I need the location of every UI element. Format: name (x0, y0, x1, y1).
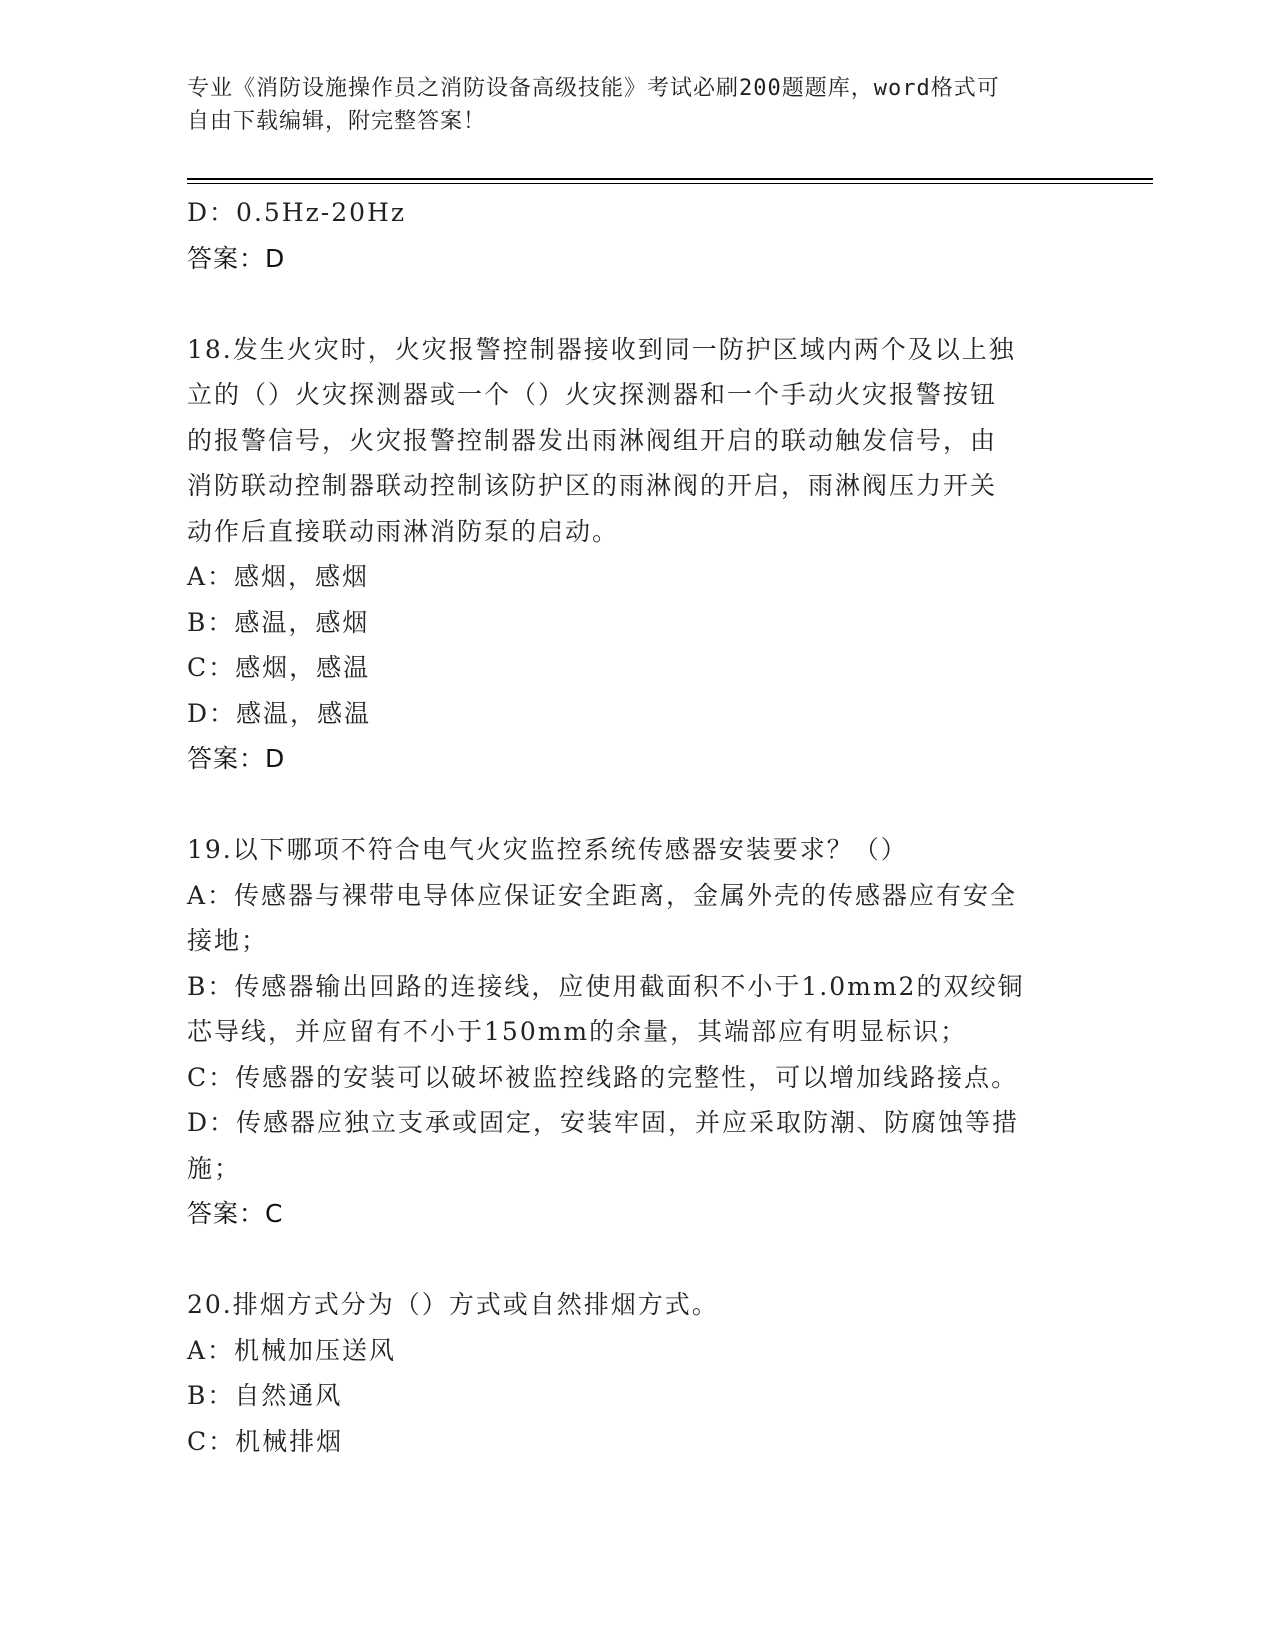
q18-option-d: D：感温，感温 (187, 698, 372, 728)
q19-option-c: C：传感器的安装可以破坏被监控线路的完整性，可以增加线路接点。 (187, 1062, 1019, 1092)
q18-stem-line: 动作后直接联动雨淋消防泵的启动。 (187, 516, 620, 546)
q19-option-d-line: 施； (187, 1153, 242, 1183)
header-divider-thick (187, 178, 1153, 180)
q18-stem-line: 立的（）火灾探测器或一个（）火灾探测器和一个手动火灾报警按钮 (187, 380, 998, 409)
question-18 (187, 327, 1087, 782)
question-content (187, 190, 1087, 1464)
page-header (187, 72, 1067, 138)
q18-option-b: B：感温，感烟 (187, 607, 370, 637)
question-19 (187, 827, 1087, 1237)
q20-stem: 20.排烟方式分为（）方式或自然排烟方式。 (187, 1290, 719, 1319)
q18-option-a: A：感烟，感烟 (187, 562, 370, 591)
q17-option-d: D：0.5Hz-20Hz (187, 198, 407, 227)
q20-option-a: A：机械加压送风 (187, 1335, 397, 1365)
spacer (187, 782, 1087, 828)
q19-option-a-line: A：传感器与裸带电导体应保证安全距离，金属外壳的传感器应有安全 (187, 880, 1018, 910)
header-line-1: 专业《消防设施操作员之消防设备高级技能》考试必刷200题题库，word格式可 (187, 76, 1000, 101)
q19-option-b-line: 芯导线，并应留有不小于150mm的余量，其端部应有明显标识； (187, 1017, 968, 1046)
q17-answer: 答案：D (187, 243, 286, 273)
q20-option-c: C：机械排烟 (187, 1426, 344, 1456)
q18-answer: 答案：D (187, 744, 286, 773)
question-20 (187, 1282, 1087, 1464)
q18-stem-line: 18.发生火灾时，火灾报警控制器接收到同一防护区域内两个及以上独 (187, 334, 1016, 364)
q19-stem: 19.以下哪项不符合电气火灾监控系统传感器安装要求？（） (187, 835, 908, 864)
q19-option-b-line: B：传感器输出回路的连接线，应使用截面积不小于1.0mm2的双绞铜 (187, 971, 1025, 1001)
header-divider-thin (187, 183, 1153, 184)
header-line-2: 自由下载编辑，附完整答案！ (187, 109, 487, 134)
q18-option-c: C：感烟，感温 (187, 653, 371, 682)
spacer (187, 281, 1087, 327)
q18-stem-line: 的报警信号，火灾报警控制器发出雨淋阀组开启的联动触发信号，由 (187, 425, 998, 455)
q19-option-a-line: 接地； (187, 926, 269, 955)
q19-answer: 答案：C (187, 1199, 284, 1228)
q19-option-d-line: D：传感器应独立支承或固定，安装牢固，并应采取防潮、防腐蚀等措 (187, 1108, 1020, 1137)
q18-stem-line: 消防联动控制器联动控制该防护区的雨淋阀的开启，雨淋阀压力开关 (187, 471, 998, 500)
spacer (187, 1237, 1087, 1283)
q20-option-b: B：自然通风 (187, 1381, 343, 1410)
